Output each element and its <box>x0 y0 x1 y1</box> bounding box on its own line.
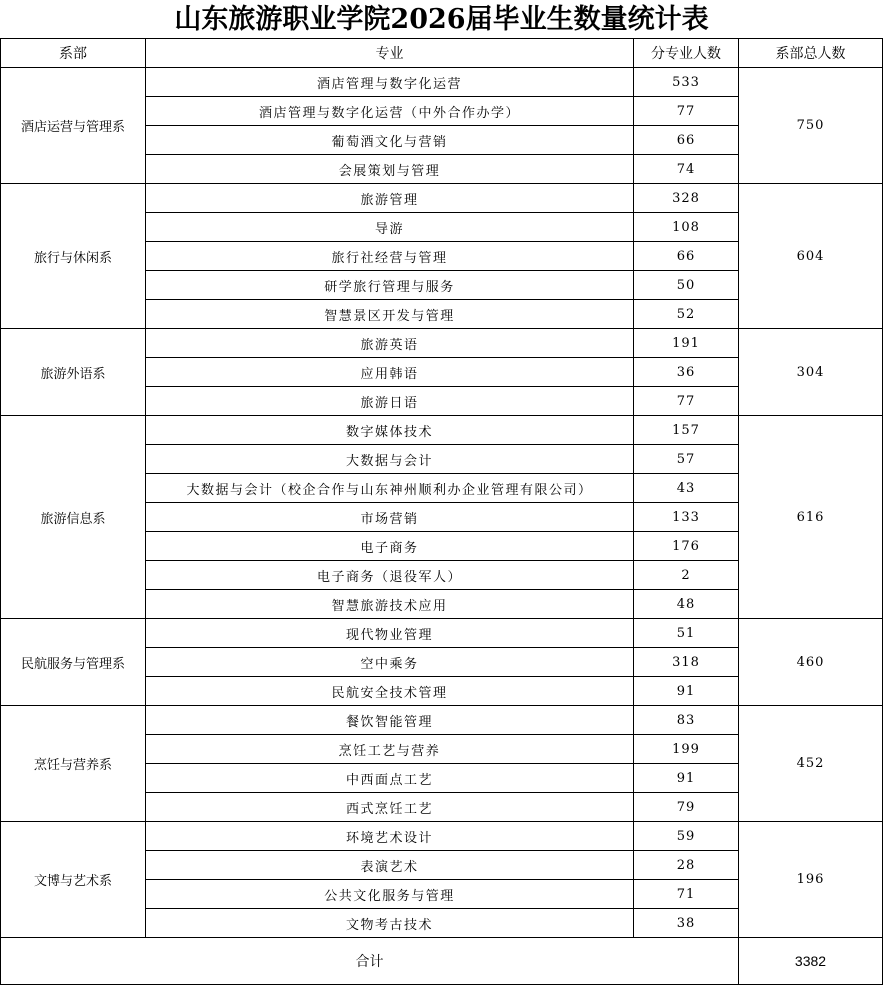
header-major: 专业 <box>146 39 634 68</box>
major-count: 77 <box>634 97 739 126</box>
major-name: 中西面点工艺 <box>146 764 634 793</box>
major-count: 38 <box>634 909 739 938</box>
major-name: 大数据与会计（校企合作与山东神州顺利办企业管理有限公司） <box>146 474 634 503</box>
major-name: 民航安全技术管理 <box>146 677 634 706</box>
major-name: 空中乘务 <box>146 648 634 677</box>
major-count: 191 <box>634 329 739 358</box>
major-count: 66 <box>634 126 739 155</box>
header-row <box>1 39 883 68</box>
major-count: 48 <box>634 590 739 619</box>
major-count: 51 <box>634 619 739 648</box>
major-count: 28 <box>634 851 739 880</box>
major-count: 59 <box>634 822 739 851</box>
major-name: 研学旅行管理与服务 <box>146 271 634 300</box>
major-name: 现代物业管理 <box>146 619 634 648</box>
major-count: 328 <box>634 184 739 213</box>
table-row <box>1 68 883 97</box>
table-row <box>1 416 883 445</box>
major-count: 66 <box>634 242 739 271</box>
table-row <box>1 619 883 648</box>
major-name: 应用韩语 <box>146 358 634 387</box>
major-name: 环境艺术设计 <box>146 822 634 851</box>
major-name: 大数据与会计 <box>146 445 634 474</box>
department-total: 196 <box>739 822 883 938</box>
major-count: 50 <box>634 271 739 300</box>
major-name: 酒店管理与数字化运营 <box>146 68 634 97</box>
major-name: 烹饪工艺与营养 <box>146 735 634 764</box>
table-row <box>1 706 883 735</box>
major-name: 智慧旅游技术应用 <box>146 590 634 619</box>
major-count: 2 <box>634 561 739 590</box>
major-name: 市场营销 <box>146 503 634 532</box>
major-count: 71 <box>634 880 739 909</box>
graduate-statistics-table <box>0 38 883 985</box>
summary-value: 3382 <box>739 938 883 985</box>
header-dept: 系部 <box>1 39 146 68</box>
major-count: 199 <box>634 735 739 764</box>
major-name: 表演艺术 <box>146 851 634 880</box>
department-name: 酒店运营与管理系 <box>1 68 146 184</box>
major-name: 旅游英语 <box>146 329 634 358</box>
summary-row <box>1 938 883 985</box>
header-dept-total: 系部总人数 <box>739 39 883 68</box>
summary-label: 合计 <box>1 938 739 985</box>
major-name: 公共文化服务与管理 <box>146 880 634 909</box>
major-count: 176 <box>634 532 739 561</box>
major-name: 旅游日语 <box>146 387 634 416</box>
major-name: 会展策划与管理 <box>146 155 634 184</box>
major-count: 79 <box>634 793 739 822</box>
header-major-count: 分专业人数 <box>634 39 739 68</box>
major-name: 电子商务（退役军人） <box>146 561 634 590</box>
department-name: 旅行与休闲系 <box>1 184 146 329</box>
department-total: 616 <box>739 416 883 619</box>
table-row <box>1 822 883 851</box>
major-name: 数字媒体技术 <box>146 416 634 445</box>
major-count: 133 <box>634 503 739 532</box>
department-total: 604 <box>739 184 883 329</box>
table-row <box>1 184 883 213</box>
major-name: 电子商务 <box>146 532 634 561</box>
major-count: 52 <box>634 300 739 329</box>
major-count: 318 <box>634 648 739 677</box>
major-name: 酒店管理与数字化运营（中外合作办学） <box>146 97 634 126</box>
table-body <box>1 68 883 938</box>
page-title: 山东旅游职业学院2026届毕业生数量统计表 <box>174 4 709 35</box>
major-count: 74 <box>634 155 739 184</box>
department-name: 烹饪与营养系 <box>1 706 146 822</box>
department-name: 民航服务与管理系 <box>1 619 146 706</box>
major-count: 43 <box>634 474 739 503</box>
major-name: 文物考古技术 <box>146 909 634 938</box>
major-name: 旅行社经营与管理 <box>146 242 634 271</box>
department-name: 旅游外语系 <box>1 329 146 416</box>
major-count: 533 <box>634 68 739 97</box>
major-count: 83 <box>634 706 739 735</box>
major-count: 77 <box>634 387 739 416</box>
department-name: 旅游信息系 <box>1 416 146 619</box>
major-name: 智慧景区开发与管理 <box>146 300 634 329</box>
department-total: 750 <box>739 68 883 184</box>
major-count: 108 <box>634 213 739 242</box>
major-count: 91 <box>634 764 739 793</box>
table-row <box>1 329 883 358</box>
department-total: 460 <box>739 619 883 706</box>
major-count: 91 <box>634 677 739 706</box>
major-name: 导游 <box>146 213 634 242</box>
major-name: 旅游管理 <box>146 184 634 213</box>
major-count: 57 <box>634 445 739 474</box>
department-total: 452 <box>739 706 883 822</box>
major-name: 葡萄酒文化与营销 <box>146 126 634 155</box>
department-name: 文博与艺术系 <box>1 822 146 938</box>
major-count: 157 <box>634 416 739 445</box>
major-name: 西式烹饪工艺 <box>146 793 634 822</box>
department-total: 304 <box>739 329 883 416</box>
major-count: 36 <box>634 358 739 387</box>
major-name: 餐饮智能管理 <box>146 706 634 735</box>
